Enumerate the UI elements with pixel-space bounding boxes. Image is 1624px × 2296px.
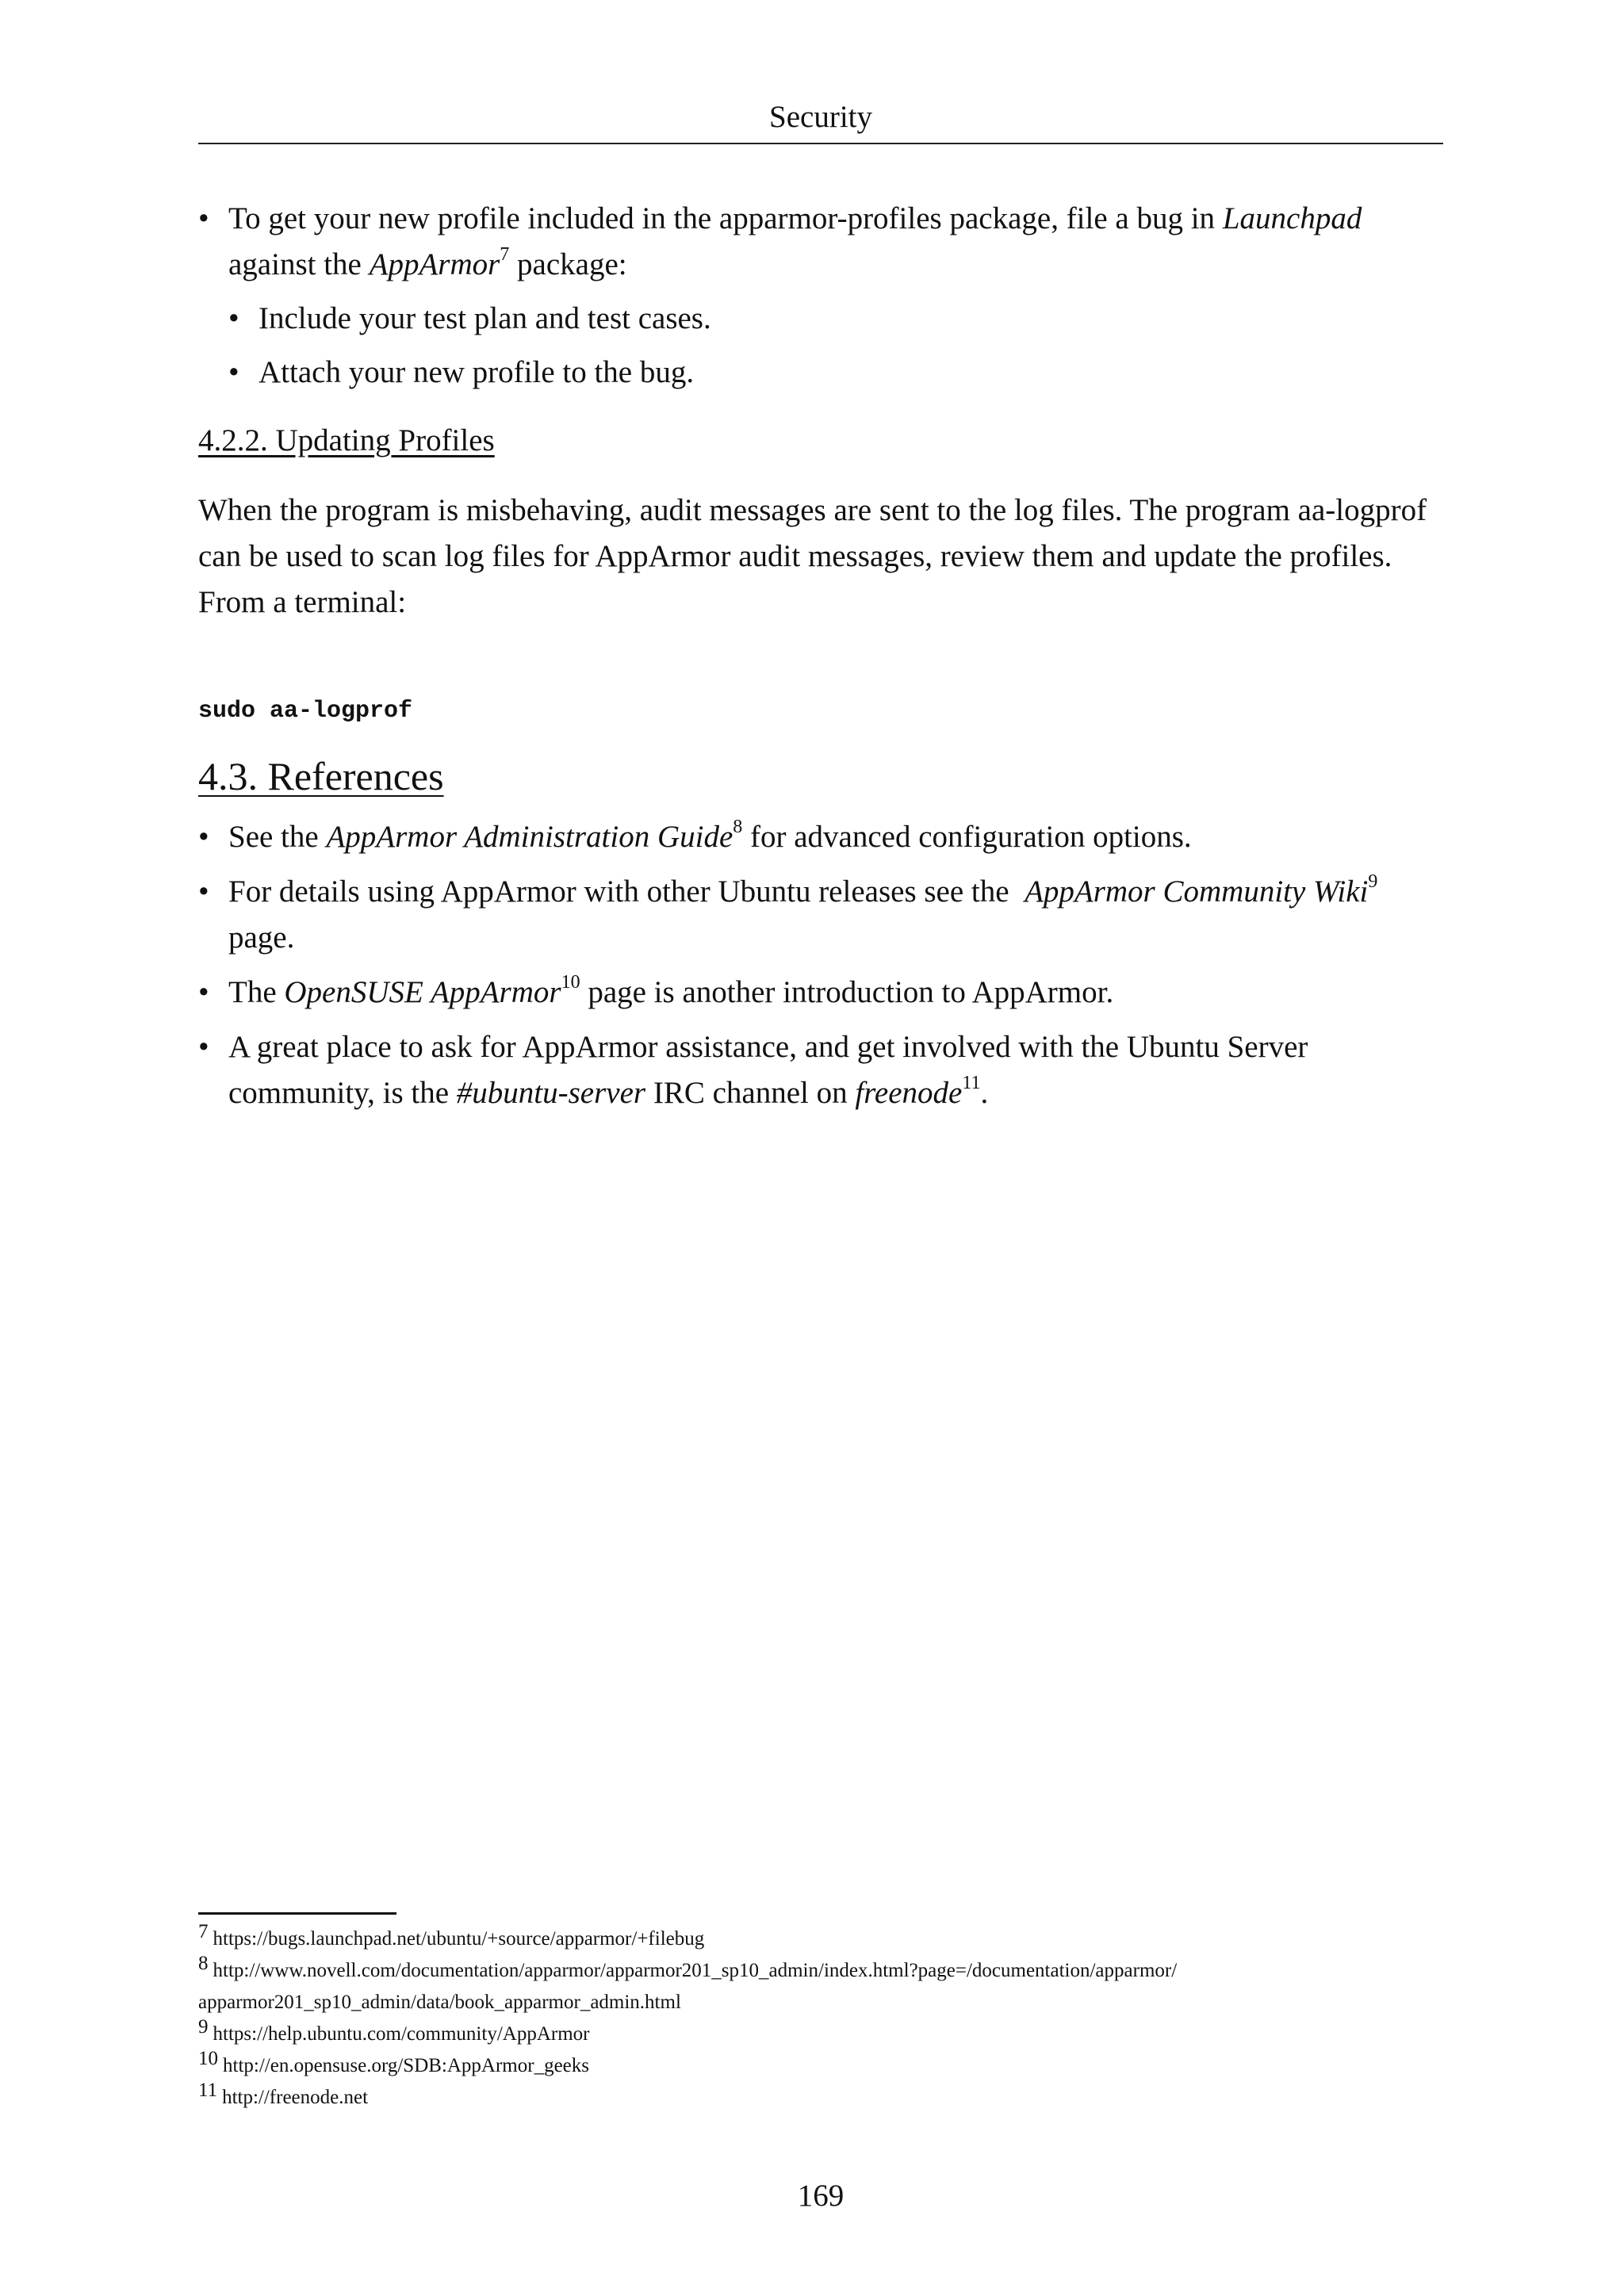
footnote-number: 10: [198, 2048, 218, 2069]
footnotes: [198, 1923, 1467, 2114]
list-item-text: To get your new profile included in the apparmor-profiles package, file a bug in: [228, 201, 1223, 235]
sub-list: [228, 296, 1443, 396]
footnote-number: 11: [198, 2080, 218, 2101]
irc-channel-name: #ubuntu-server: [456, 1076, 646, 1110]
list-item: [198, 196, 1443, 396]
footnote-url[interactable]: http://freenode.net: [222, 2087, 369, 2108]
intro-list: [198, 196, 1443, 396]
footnote-ref: 10: [561, 972, 580, 993]
footnote-ref: 8: [733, 817, 743, 837]
community-wiki-link[interactable]: AppArmor Community Wiki: [1025, 874, 1369, 909]
footnote: [198, 2050, 1467, 2082]
footnote-url[interactable]: https://bugs.launchpad.net/ubuntu/+source/apparmor/+filebug: [213, 1928, 705, 1950]
body-paragraph: When the program is misbehaving, audit messages are sent to the log files. The program aa-logprof can be used to scan log files for AppArmor audit messages, review them and update the profiles. From a terminal:: [198, 493, 1427, 619]
footnote-url[interactable]: http://www.novell.com/documentation/apparmor/apparmor201_sp10_admin/index.html?page=/documentation/apparmor/: [213, 1960, 1178, 1981]
footnote-rule: [198, 1912, 396, 1915]
list-item-text: package:: [509, 247, 627, 281]
admin-guide-link[interactable]: AppArmor Administration Guide: [326, 820, 733, 854]
footnote-ref: 7: [500, 244, 510, 265]
footnote-ref: 11: [962, 1073, 981, 1093]
footnote: [198, 2016, 1467, 2050]
sub-list-item: • Include your test plan and test cases.: [228, 296, 1443, 342]
footnote-number: 8: [198, 1953, 209, 1974]
footnote-url[interactable]: https://help.ubuntu.com/community/AppArmor: [213, 2023, 590, 2045]
footnote-ref: 9: [1368, 871, 1378, 892]
reference-item: [198, 869, 1443, 961]
footnote-number: 7: [198, 1921, 209, 1942]
footnote: [198, 1923, 1467, 1955]
footnote: [198, 2082, 1467, 2114]
sub-list-item: • Attach your new profile to the bug.: [228, 350, 1443, 396]
page-number: 169: [797, 2179, 845, 2213]
reference-text: For details using AppArmor with other Ubuntu releases see the: [228, 874, 1025, 909]
reference-item: [198, 970, 1443, 1016]
launchpad-link[interactable]: Launchpad: [1222, 201, 1362, 235]
opensuse-link[interactable]: OpenSUSE AppArmor: [284, 975, 561, 1009]
reference-item: [198, 1024, 1443, 1116]
footnote-number: 9: [198, 2016, 209, 2038]
terminal-command: sudo aa-logprof: [198, 698, 413, 725]
header-rule: [198, 143, 1443, 144]
reference-text: See the: [228, 820, 327, 854]
reference-text: A great place to ask for AppArmor assistance, and get involved with the Ubuntu Server community, is the: [228, 1030, 1308, 1110]
reference-text: page.: [228, 874, 1386, 955]
section-title: 4.3. References: [198, 754, 444, 798]
reference-item: [198, 814, 1443, 860]
running-header: Security: [769, 100, 872, 134]
reference-text: IRC channel on: [645, 1076, 856, 1110]
reference-text: for advanced configuration options.: [742, 820, 1192, 854]
subsection-title: 4.2.2. Updating Profiles: [198, 423, 495, 457]
reference-text: The: [228, 975, 285, 1009]
footnote: [198, 1955, 1467, 1987]
reference-text: .: [980, 1076, 989, 1110]
apparmor-link[interactable]: AppArmor: [369, 247, 500, 281]
list-item-text: against the: [228, 247, 370, 281]
freenode-link[interactable]: freenode: [855, 1076, 963, 1110]
main-content: [198, 196, 1443, 1125]
footnote-continuation[interactable]: apparmor201_sp10_admin/data/book_apparmor_admin.html: [198, 1992, 681, 2013]
footnote-url[interactable]: http://en.opensuse.org/SDB:AppArmor_geeks: [223, 2055, 589, 2076]
references-list: [198, 814, 1443, 1116]
reference-text: page is another introduction to AppArmor.: [580, 975, 1114, 1009]
